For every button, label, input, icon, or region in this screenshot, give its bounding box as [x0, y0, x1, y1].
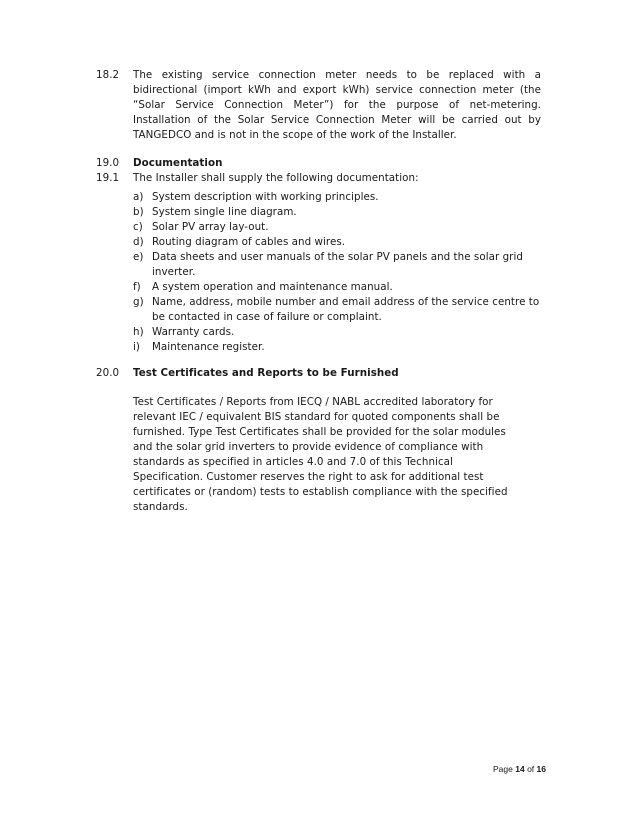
paragraph-line: bidirectional (import kWh and export kWh) service connection meter (the	[133, 84, 541, 96]
list-item-text: Maintenance register.	[152, 341, 265, 353]
list-item-label: a)	[133, 191, 144, 203]
list-item	[133, 280, 541, 295]
paragraph-line: standards as specified in articles 4.0 and 7.0 of this Technical	[133, 456, 453, 468]
list-item-text: Warranty cards.	[152, 326, 235, 338]
list-item-text: Name, address, mobile number and email address of the service centre to be contacted in case of failure or complaint.	[152, 296, 540, 323]
section-19-1	[96, 171, 541, 355]
section-heading: Test Certificates and Reports to be Furnished	[133, 367, 399, 379]
section-19-0	[96, 156, 541, 171]
section-20-0	[96, 366, 541, 515]
documentation-list	[133, 190, 541, 355]
total-pages: 16	[536, 764, 546, 774]
section-number: 20.0	[96, 367, 120, 379]
page-number: 14	[515, 764, 525, 774]
list-item-text: System description with working principles.	[152, 191, 379, 203]
paragraph-line: The existing service connection meter needs to be replaced with a	[133, 69, 541, 81]
list-item	[133, 235, 541, 250]
paragraph-line: Test Certificates / Reports from IECQ / NABL accredited laboratory for	[133, 396, 493, 408]
list-item-label: b)	[133, 206, 144, 218]
section-body	[133, 68, 541, 143]
section-18-2	[96, 68, 541, 143]
list-item-label: c)	[133, 221, 143, 233]
paragraph-line: relevant IEC / equivalent BIS standard for quoted components shall be	[133, 411, 500, 423]
list-item-label: h)	[133, 326, 144, 338]
paragraph-line: standards.	[133, 501, 188, 513]
list-item-label: g)	[133, 296, 144, 308]
list-item	[133, 325, 541, 340]
paragraph-line: “Solar Service Connection Meter”) for the purpose of net-metering.	[133, 99, 541, 111]
list-item-text: Data sheets and user manuals of the solar PV panels and the solar grid inverter.	[152, 251, 523, 278]
paragraph-line: and the solar grid inverters to provide evidence of compliance with	[133, 441, 484, 453]
paragraph-line: Installation of the Solar Service Connection Meter will be carried out by	[133, 114, 541, 126]
of-word: of	[527, 764, 535, 774]
list-item	[133, 205, 541, 220]
section-body	[133, 395, 541, 515]
list-item-label: d)	[133, 236, 144, 248]
list-item	[133, 190, 541, 205]
list-item-label: e)	[133, 251, 144, 263]
page-footer	[470, 764, 546, 774]
list-item-label: i)	[133, 341, 140, 353]
paragraph-line: certificates or (random) tests to establish compliance with the specified	[133, 486, 508, 498]
list-item-text: System single line diagram.	[152, 206, 297, 218]
list-item-label: f)	[133, 281, 141, 293]
paragraph-line: TANGEDCO and is not in the scope of the work of the Installer.	[133, 129, 457, 141]
section-intro: The Installer shall supply the following documentation:	[133, 172, 419, 184]
list-item	[133, 250, 541, 280]
page-word: Page	[492, 764, 513, 774]
list-item	[133, 340, 541, 355]
list-item	[133, 220, 541, 235]
list-item	[133, 295, 541, 325]
list-item-text: Solar PV array lay-out.	[152, 221, 269, 233]
section-heading: Documentation	[133, 157, 223, 169]
paragraph-line: furnished. Type Test Certificates shall be provided for the solar modules	[133, 426, 506, 438]
paragraph-line: Specification. Customer reserves the right to ask for additional test	[133, 471, 484, 483]
section-number: 19.0	[96, 157, 120, 169]
section-number: 19.1	[96, 172, 120, 184]
section-number: 18.2	[96, 69, 120, 81]
list-item-text: A system operation and maintenance manual.	[152, 281, 393, 293]
list-item-text: Routing diagram of cables and wires.	[152, 236, 346, 248]
